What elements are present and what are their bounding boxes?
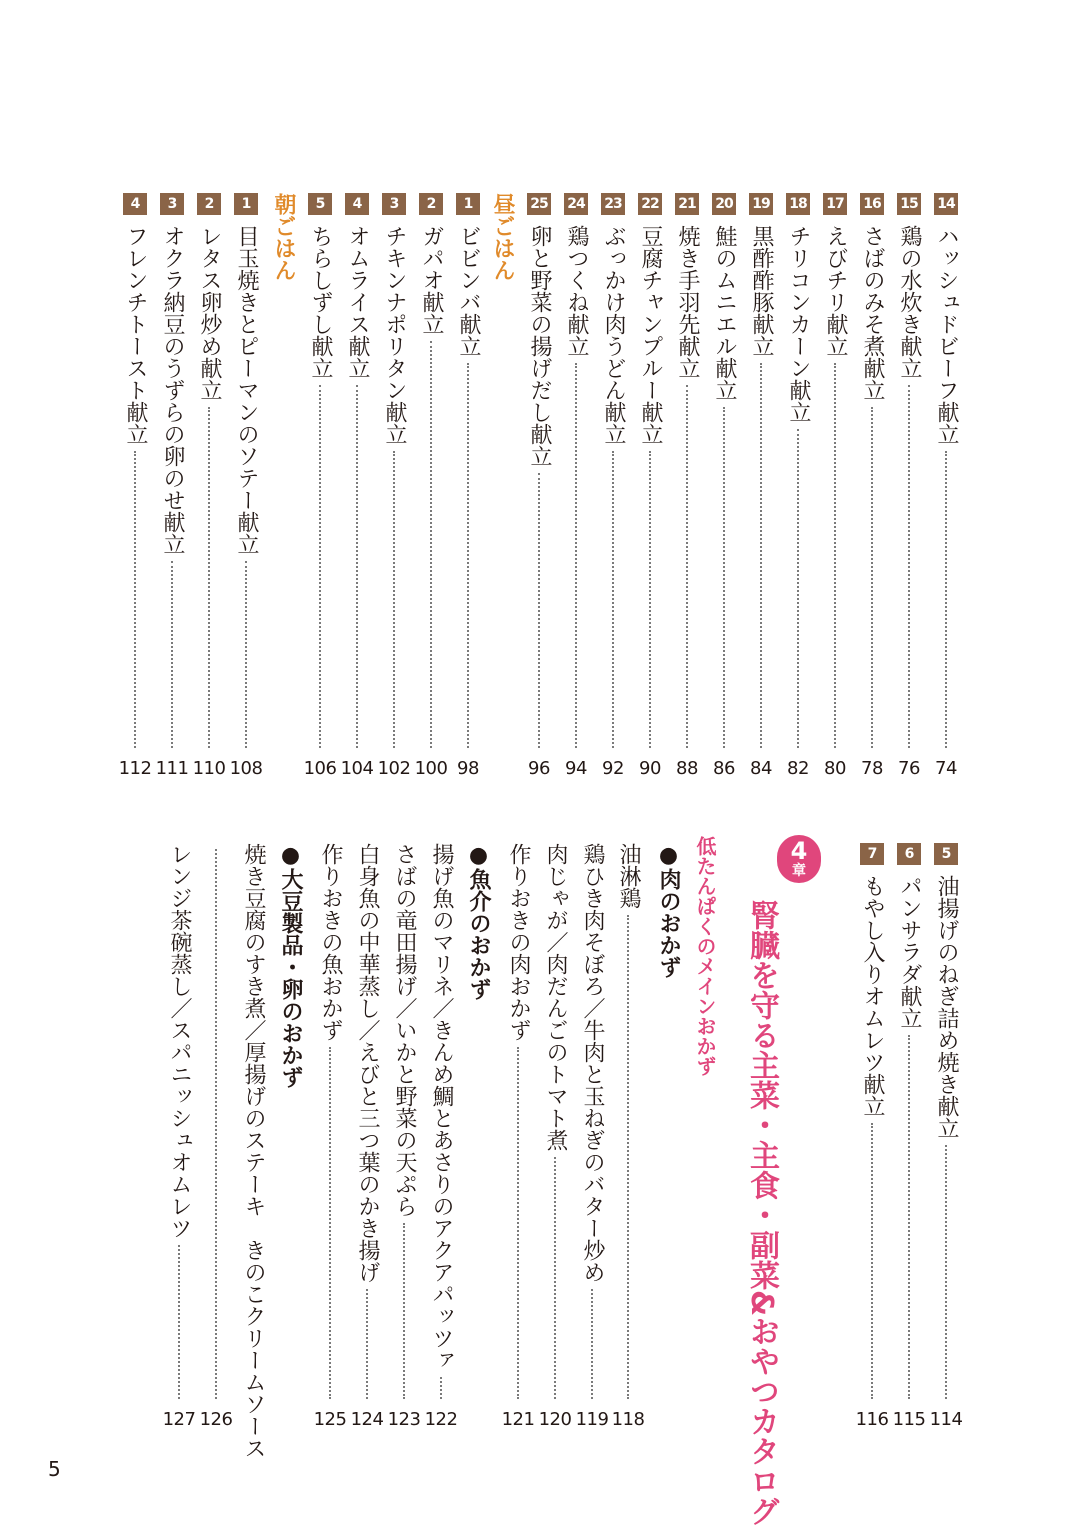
entry-badge: 4 [123,193,147,215]
dot-leader [430,341,432,748]
dot-leader [945,451,947,748]
soy-heading: ●大豆製品・卵のおかず [278,843,303,1088]
entry-title: 白身魚の中華蒸し／えびと三つ葉のかき揚げ [355,843,380,1283]
meat-heading: ●肉のおかず [656,843,681,978]
toc-entry-continued[interactable] [200,843,232,1431]
entry-title: 鶏の水炊き献立 [897,225,922,379]
entry-badge: 6 [897,843,921,865]
toc-entry[interactable] [893,193,925,780]
entry-page: 115 [892,1409,926,1430]
dot-leader [945,1145,947,1399]
toc-entry[interactable] [745,193,777,780]
toc-entry[interactable] [119,193,151,780]
entry-badge: 17 [823,193,847,215]
entry-title: レタス卵炒め献立 [197,225,222,401]
entry-page: 118 [611,1409,645,1430]
dot-leader [871,1123,873,1399]
dot-leader [908,1035,910,1399]
dot-leader [178,1245,180,1399]
entry-title: 作りおきの肉おかず [506,843,531,1041]
toc-entry[interactable] [597,193,629,780]
fish-heading: ●魚介のおかず [466,843,491,1000]
lunch-heading: 昼ごはん [490,193,515,281]
entry-title: 黒酢酢豚献立 [749,225,774,357]
dot-leader [467,363,469,748]
entry-title: オムライス献立 [345,225,370,379]
entry-title: 肉じゃが／肉だんごのトマト煮 [543,843,568,1151]
entry-badge: 16 [860,193,884,215]
meat-heading-col [652,843,684,1431]
dot-leader [319,385,321,748]
breakfast-heading-col [267,193,299,780]
toc-entry[interactable] [819,193,851,780]
entry-page: 112 [118,758,152,779]
entry-page: 78 [861,758,883,779]
dot-leader [871,407,873,748]
toc-entry[interactable] [304,193,336,780]
toc-entry[interactable] [612,843,644,1431]
entry-page: 121 [501,1409,535,1430]
entry-badge: 3 [382,193,406,215]
entry-page: 125 [313,1409,347,1430]
entry-page: 108 [229,758,263,779]
entry-title: 揚げ魚のマリネ／きんめ鯛とあさりのアクアパッツァ [429,843,454,1371]
toc-entry[interactable] [634,193,666,780]
breakfast-heading: 朝ごはん [271,193,296,281]
entry-title: ビビンバ献立 [456,225,481,357]
entry-page: 98 [457,758,479,779]
dot-leader [366,1289,368,1399]
entry-title: フレンチトースト献立 [123,225,148,445]
entry-page: 106 [303,758,337,779]
dot-leader [627,915,629,1399]
entry-title: ガパオ献立 [419,225,444,335]
entry-badge: 19 [749,193,773,215]
entry-badge: 24 [564,193,588,215]
entry-page: 127 [162,1409,196,1430]
entry-title: もやし入りオムレツ献立 [860,875,885,1117]
entry-page: 96 [528,758,550,779]
fish-heading-col [462,843,494,1431]
dot-leader [245,561,247,748]
chapter-title: 腎臓を守る主菜・主食・副菜&おやつカタログ [744,900,779,1526]
dot-leader [686,385,688,748]
toc-entry[interactable] [576,843,608,1431]
entry-page: 111 [155,758,189,779]
toc-entry[interactable] [782,193,814,780]
entry-page: 120 [538,1409,572,1430]
entry-title: えびチリ献立 [823,225,848,357]
dot-leader [612,451,614,748]
entry-page: 74 [935,758,957,779]
chapter-label: 章 [792,863,806,879]
toc-entry[interactable] [502,843,534,1431]
entry-page: 104 [340,758,374,779]
entry-badge: 23 [601,193,625,215]
toc-entry[interactable] [856,843,888,1431]
page-number: 5 [48,1457,61,1481]
toc-entry[interactable] [452,193,484,780]
entry-page: 84 [750,758,772,779]
toc-entry[interactable] [930,843,962,1431]
entry-badge: 21 [675,193,699,215]
dot-leader [797,429,799,748]
toc-entry[interactable] [156,193,188,780]
toc-entry[interactable] [388,843,420,1431]
dot-leader [208,407,210,748]
dot-leader [760,363,762,748]
toc-entry[interactable] [523,193,555,780]
entry-badge: 22 [638,193,662,215]
entry-page: 80 [824,758,846,779]
entry-page: 76 [898,758,920,779]
entry-title: パンサラダ献立 [897,875,922,1029]
entry-title: チキンナポリタン献立 [382,225,407,445]
soy-heading-col [274,843,306,1431]
toc-entry[interactable] [378,193,410,780]
toc-entry[interactable] [539,843,571,1431]
dot-leader [554,1157,556,1399]
entry-page: 88 [676,758,698,779]
toc-entry[interactable] [193,193,225,780]
toc-entry[interactable] [237,843,269,1459]
entry-page: 116 [855,1409,889,1430]
entry-page: 90 [639,758,661,779]
entry-title: ハッシュドビーフ献立 [934,225,959,445]
toc-entry[interactable] [314,843,346,1431]
entry-title: 卵と野菜の揚げだし献立 [527,225,552,467]
entry-title: 鶏ひき肉そぼろ／牛肉と玉ねぎのバター炒め [580,843,605,1283]
entry-page: 114 [929,1409,963,1430]
entry-title: オクラ納豆のうずらの卵のせ献立 [160,225,185,555]
entry-page: 100 [414,758,448,779]
toc-entry[interactable] [230,193,262,780]
entry-badge: 1 [234,193,258,215]
toc-entry[interactable] [893,843,925,1431]
entry-page: 119 [575,1409,609,1430]
entry-title: 作りおきの魚おかず [318,843,343,1041]
entry-page: 86 [713,758,735,779]
dot-leader [649,451,651,748]
entry-title: チリコンカーン献立 [786,225,811,423]
entry-title: 鮭のムニエル献立 [712,225,737,401]
toc-entry[interactable] [856,193,888,780]
chapter-badge [777,835,821,883]
entry-badge: 5 [934,843,958,865]
lunch-heading-col [486,193,518,780]
entry-page: 82 [787,758,809,779]
entry-badge: 5 [308,193,332,215]
entry-badge: 2 [419,193,443,215]
entry-title: 目玉焼きとピーマンのソテー献立 [234,225,259,555]
dot-leader [171,561,173,748]
dot-leader [329,1047,331,1399]
entry-title: 油揚げのねぎ詰め焼き献立 [934,875,959,1139]
entry-badge: 4 [345,193,369,215]
entry-badge: 18 [786,193,810,215]
dot-leader [575,363,577,748]
dot-leader [440,1377,442,1399]
toc-entry[interactable] [341,193,373,780]
dot-leader [403,1223,405,1399]
entry-page: 110 [192,758,226,779]
entry-page: 126 [199,1409,233,1430]
entry-badge: 2 [197,193,221,215]
toc-entry[interactable] [351,843,383,1431]
entry-title: 油淋鶏 [616,843,641,909]
entry-badge: 15 [897,193,921,215]
entry-title: 焼き豆腐のすき煮／厚揚げのステーキ きのこクリームソース [241,843,266,1459]
dot-leader [356,385,358,748]
entry-page: 124 [350,1409,384,1430]
toc-entry[interactable] [163,843,195,1431]
dot-leader [393,451,395,748]
dot-leader [215,849,217,1399]
entry-title: 鶏つくね献立 [564,225,589,357]
dot-leader [723,407,725,748]
entry-badge: 20 [712,193,736,215]
entry-badge: 25 [527,193,551,215]
dot-leader [908,385,910,748]
entry-page: 92 [602,758,624,779]
entry-badge: 7 [860,843,884,865]
entry-title: ちらしずし献立 [308,225,333,379]
dot-leader [134,451,136,748]
entry-title: ぶっかけ肉うどん献立 [601,225,626,445]
entry-title: さばの竜田揚げ／いかと野菜の天ぷら [392,843,417,1217]
toc-entry[interactable] [560,193,592,780]
entry-badge: 14 [934,193,958,215]
entry-page: 122 [424,1409,458,1430]
entry-page: 94 [565,758,587,779]
dot-leader [834,363,836,748]
toc-entry[interactable] [415,193,447,780]
entry-page: 102 [377,758,411,779]
dot-leader [517,1047,519,1399]
toc-entry[interactable] [708,193,740,780]
entry-title: 豆腐チャンプルー献立 [638,225,663,445]
entry-page: 123 [387,1409,421,1430]
entry-badge: 1 [456,193,480,215]
entry-title: レンジ茶碗蒸し／スパニッシュオムレツ [167,843,192,1239]
dot-leader [591,1289,593,1399]
chapter-number: 4 [790,837,808,865]
dot-leader [538,473,540,748]
entry-title: 焼き手羽先献立 [675,225,700,379]
toc-entry[interactable] [425,843,457,1431]
entry-title: さばのみそ煮献立 [860,225,885,401]
toc-entry[interactable] [930,193,962,780]
entry-badge: 3 [160,193,184,215]
toc-entry[interactable] [671,193,703,780]
chapter-subtitle: 低たんぱくのメインおかず [693,836,717,1076]
